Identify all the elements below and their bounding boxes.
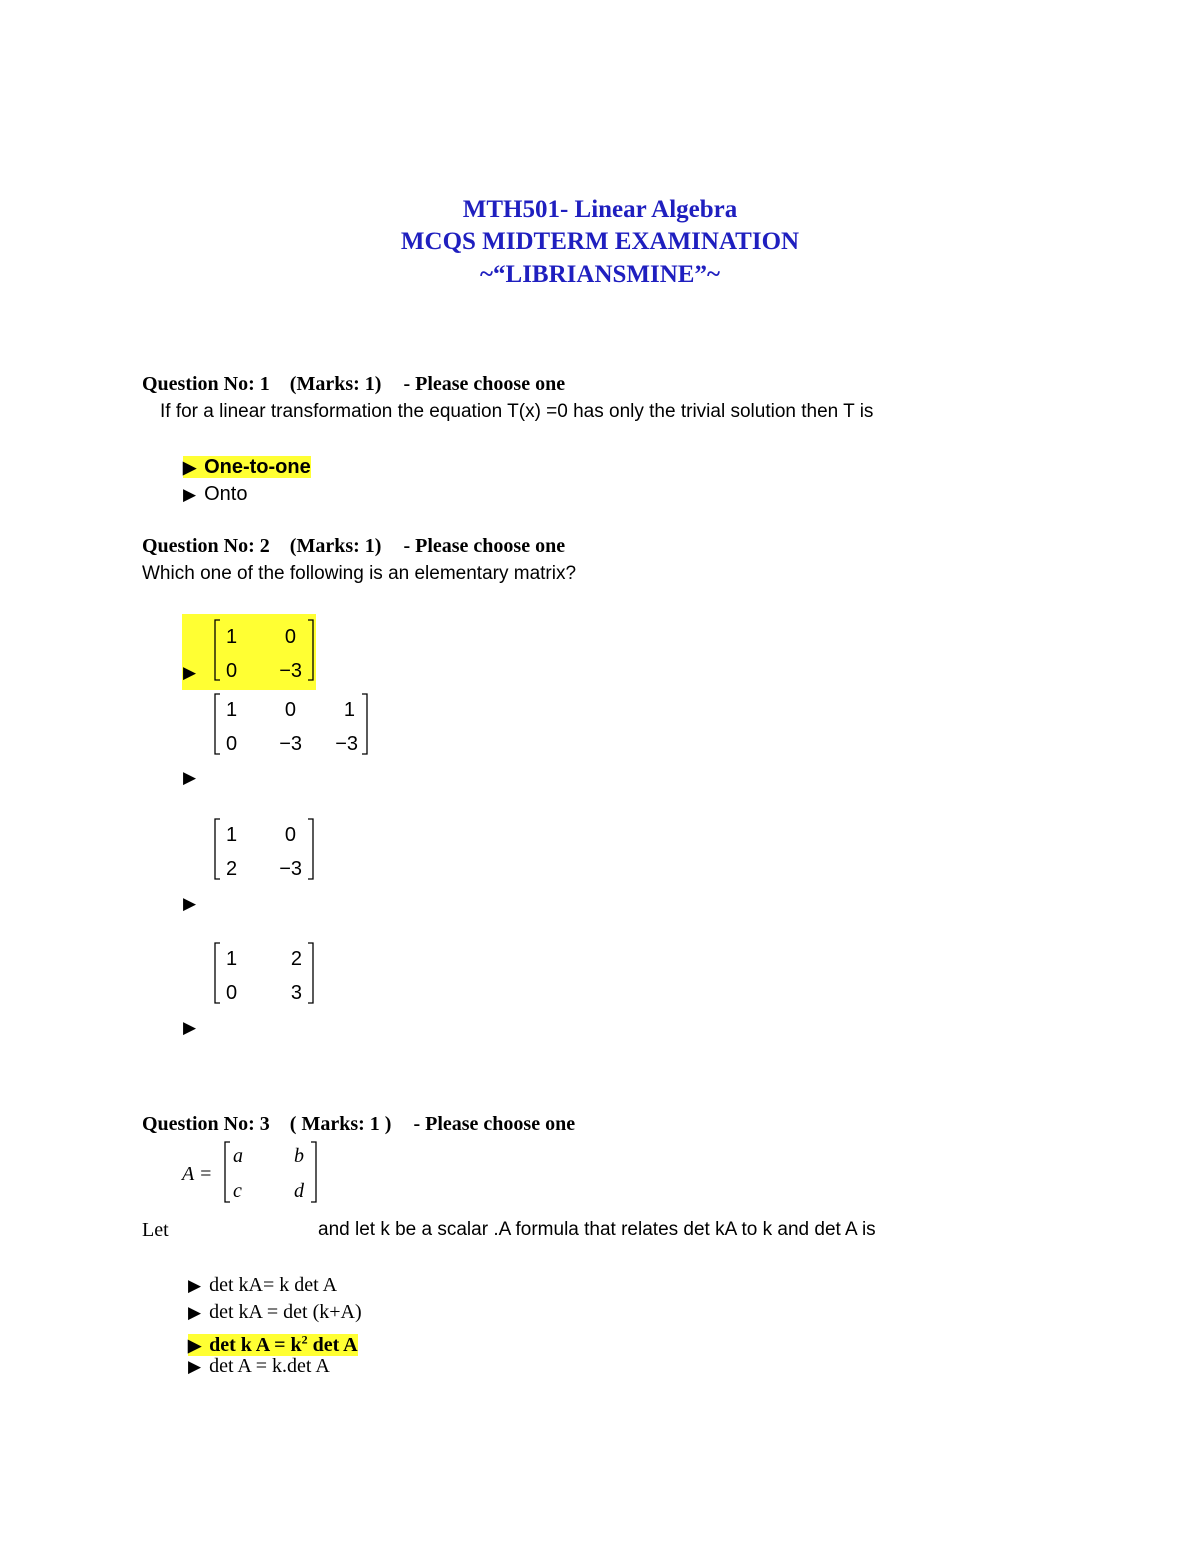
- question-1-header: [142, 373, 565, 396]
- matrix-cell: 1: [226, 948, 238, 970]
- question-3-option-4[interactable]: [188, 1353, 330, 1380]
- arrow-icon: ▶: [183, 894, 197, 913]
- exam-tagline: ~“LIBRIANSMINE”~: [480, 261, 720, 288]
- exponent: 2: [301, 1332, 308, 1346]
- option-label: det kA= k det A: [209, 1274, 338, 1296]
- left-bracket: [215, 819, 220, 879]
- right-bracket: [362, 694, 367, 754]
- matrix-cell: c: [233, 1180, 242, 1202]
- matrix-cell: 1: [226, 699, 238, 721]
- right-bracket: [308, 819, 313, 879]
- matrix-option-1: [210, 614, 320, 690]
- question-1-option-2[interactable]: [183, 481, 247, 508]
- matrix-cell: 1: [343, 699, 355, 721]
- option-label: det kA = det (k+A): [209, 1301, 362, 1323]
- option-label: det A = k.det A: [209, 1355, 330, 1377]
- matrix-cell: 0: [226, 660, 238, 682]
- matrix-cell: 1: [226, 824, 238, 846]
- matrix-cell: 0: [284, 824, 296, 846]
- question-3-option-1[interactable]: [188, 1272, 337, 1299]
- question-2-option-2[interactable]: [183, 768, 204, 788]
- right-bracket: [311, 1142, 316, 1202]
- exam-title: MCQS MIDTERM EXAMINATION: [400, 228, 800, 255]
- matrix-cell: −3: [335, 733, 358, 755]
- question-2-header: [142, 535, 565, 558]
- arrow-icon: ▶: [188, 1303, 202, 1322]
- arrow-icon: ▶: [188, 1276, 202, 1295]
- matrix-lhs: A =: [182, 1163, 213, 1185]
- matrix-cell: 0: [284, 699, 296, 721]
- arrow-icon: ▶: [183, 485, 197, 504]
- question-2-text: Which one of the following is an elementary matrix?: [142, 563, 577, 584]
- right-bracket: [308, 620, 313, 680]
- matrix-cell: a: [233, 1145, 243, 1167]
- matrix-cell: 0: [226, 733, 238, 755]
- question-2-option-3[interactable]: [183, 894, 204, 914]
- arrow-icon: ▶: [183, 458, 197, 477]
- matrix-cell: −3: [279, 660, 302, 682]
- question-1-text: If for a linear transformation the equation T(x) =0 has only the trivial solution then T is: [160, 401, 874, 422]
- matrix-cell: 0: [284, 626, 296, 648]
- arrow-icon: ▶: [183, 663, 197, 682]
- question-3-option-2[interactable]: [188, 1299, 362, 1326]
- question-3-header: [142, 1113, 575, 1136]
- option-label-tail: det A: [307, 1333, 358, 1356]
- question-marks: ( Marks: 1 ): [289, 1113, 392, 1135]
- question-label: Question No: 3: [142, 1113, 270, 1135]
- matrix-cell: 2: [226, 858, 238, 880]
- matrix-cell: 2: [290, 948, 302, 970]
- question-label: Question No: 2: [142, 535, 270, 557]
- question-2-option-4[interactable]: [183, 1018, 204, 1038]
- matrix-a-definition: [180, 1138, 330, 1208]
- question-1-option-1[interactable]: [183, 454, 311, 481]
- left-bracket: [215, 694, 220, 754]
- question-3-text: and let k be a scalar .A formula that relates det kA to k and det A is: [318, 1219, 876, 1240]
- left-bracket: [225, 1142, 230, 1202]
- arrow-icon: ▶: [188, 1357, 202, 1376]
- matrix-cell: 3: [290, 982, 302, 1004]
- question-2-option-1[interactable]: [183, 663, 204, 683]
- right-bracket: [308, 943, 313, 1003]
- option-label: Onto: [204, 483, 248, 505]
- question-marks: (Marks: 1): [289, 535, 382, 557]
- arrow-icon: ▶: [183, 1018, 197, 1037]
- matrix-cell: −3: [279, 733, 302, 755]
- matrix-cell: d: [294, 1180, 304, 1202]
- question-label: Question No: 1: [142, 373, 270, 395]
- left-bracket: [215, 620, 220, 680]
- question-marks: (Marks: 1): [289, 373, 382, 395]
- matrix-cell: 0: [226, 982, 238, 1004]
- question-instruction: - Please choose one: [403, 373, 566, 395]
- question-3-text-let: Let: [142, 1219, 169, 1241]
- arrow-icon: ▶: [183, 768, 197, 787]
- matrix-cell: b: [294, 1145, 304, 1167]
- matrix-option-3: [210, 815, 320, 885]
- option-label: det k A = k: [209, 1333, 302, 1356]
- matrix-option-4: [210, 939, 320, 1009]
- matrix-cell: 1: [226, 626, 238, 648]
- question-instruction: - Please choose one: [403, 535, 566, 557]
- matrix-cell: −3: [279, 858, 302, 880]
- option-label: One-to-one: [204, 456, 311, 478]
- question-instruction: - Please choose one: [413, 1113, 576, 1135]
- arrow-icon: ▶: [188, 1335, 202, 1355]
- correct-answer-highlight: [183, 456, 311, 478]
- left-bracket: [215, 943, 220, 1003]
- matrix-option-2: [210, 690, 380, 760]
- course-title: MTH501- Linear Algebra: [462, 196, 738, 223]
